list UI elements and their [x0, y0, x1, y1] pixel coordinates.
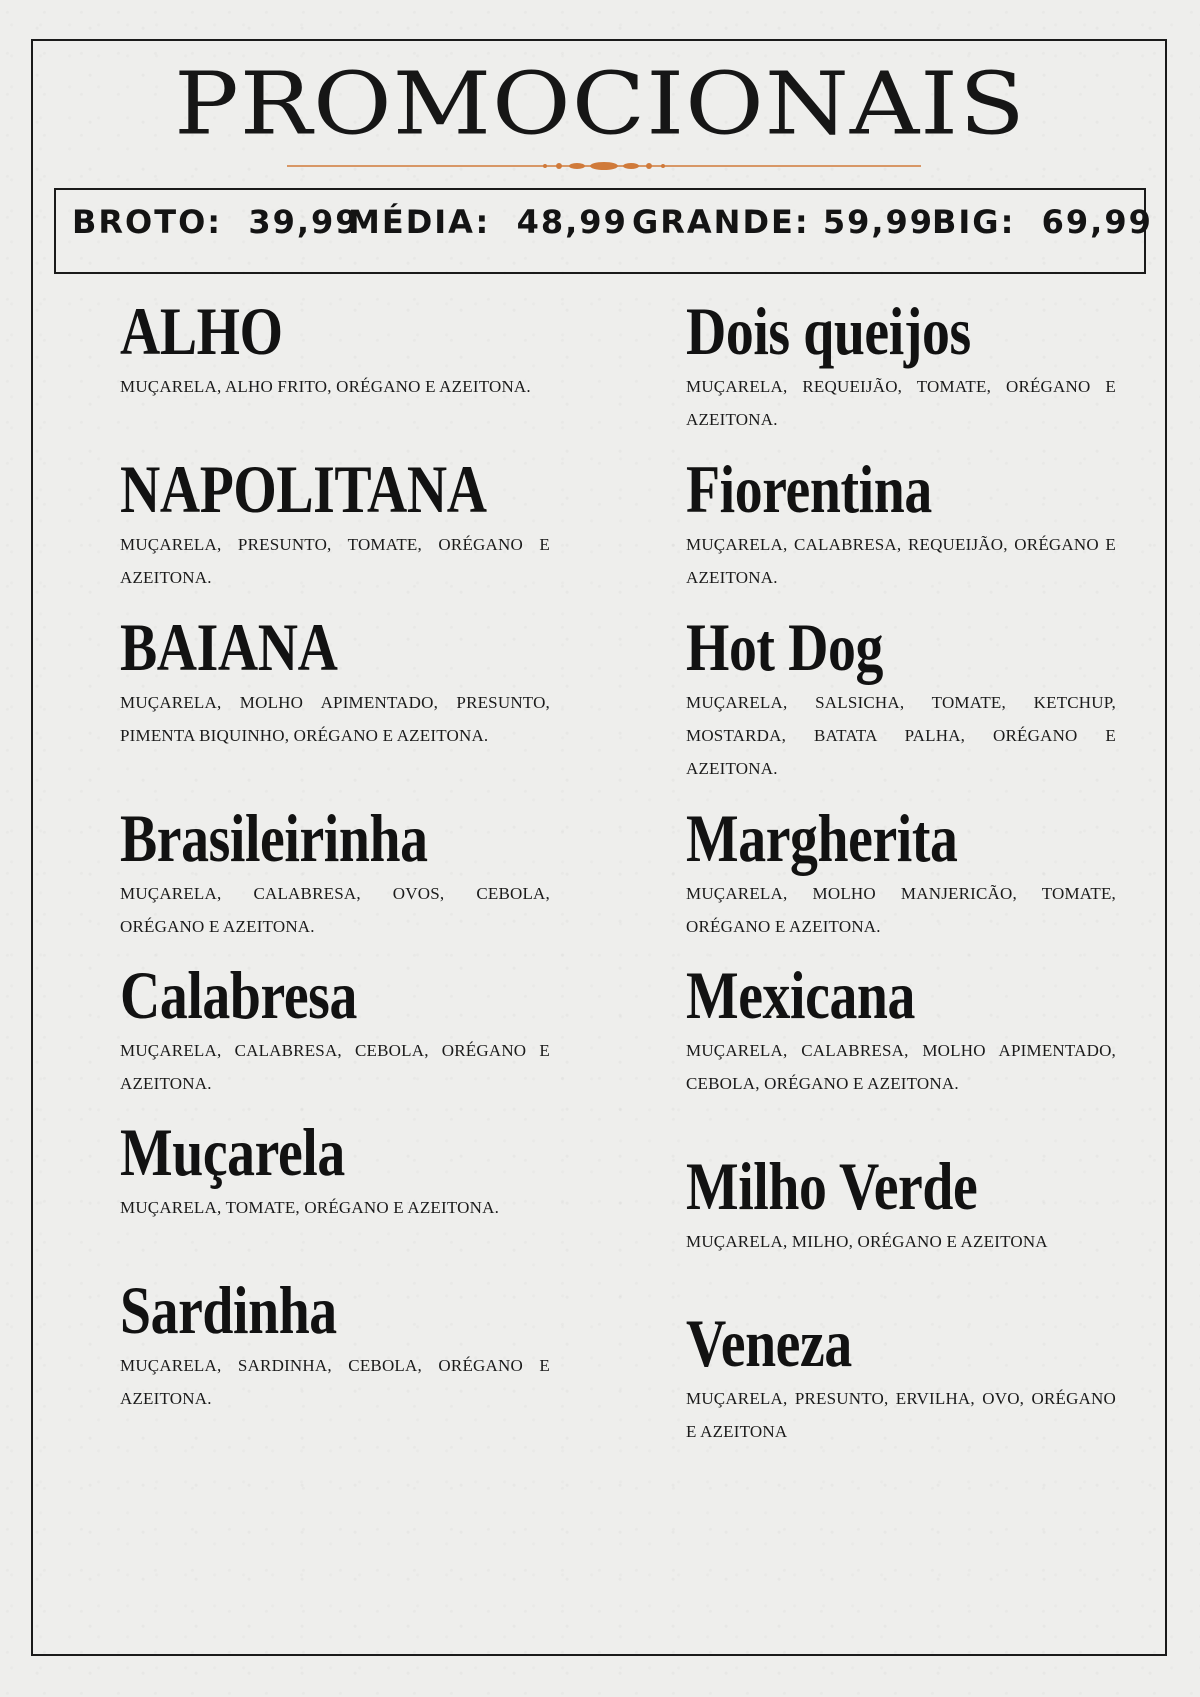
item-name: Mexicana: [686, 957, 915, 1033]
item-name: Brasileirinha: [120, 800, 428, 876]
price-label: MÉDIA:: [348, 203, 491, 241]
item-name: BAIANA: [120, 609, 338, 685]
menu-item-alho: [120, 293, 580, 403]
item-description: MUÇARELA, PRESUNTO, ERVILHA, OVO, ORÉGANO E AZEITONA: [686, 1389, 1116, 1441]
menu-item-dois-queijos: [686, 293, 1146, 436]
price-grande: [632, 202, 934, 242]
item-name: Fiorentina: [686, 451, 932, 527]
item-description: MUÇARELA, ALHO FRITO, ORÉGANO E AZEITONA.: [120, 377, 531, 396]
item-name: Veneza: [686, 1305, 852, 1381]
menu-item-mexicana: [686, 957, 1146, 1100]
item-description: MUÇARELA, MILHO, ORÉGANO E AZEITONA: [686, 1232, 1048, 1251]
price-label: GRANDE:: [632, 203, 810, 241]
price-value: 59,99: [822, 203, 935, 241]
price-label: BIG:: [932, 203, 1016, 241]
item-description: MUÇARELA, PRESUNTO, TOMATE, ORÉGANO E AZEITONA.: [120, 535, 550, 587]
menu-item-brasileirinha: [120, 800, 580, 943]
menu-item-baiana: [120, 609, 580, 752]
item-name: Calabresa: [120, 957, 357, 1033]
item-description: MUÇARELA, SALSICHA, TOMATE, KETCHUP, MOSTARDA, BATATA PALHA, ORÉGANO E AZEITONA.: [686, 693, 1116, 778]
item-description: MUÇARELA, CALABRESA, CEBOLA, ORÉGANO E AZEITONA.: [120, 1041, 550, 1093]
item-name: Milho Verde: [686, 1148, 978, 1224]
price-big: [932, 202, 1153, 242]
item-name: Dois queijos: [686, 293, 971, 369]
item-name: Hot Dog: [686, 609, 883, 685]
menu-item-veneza: [686, 1305, 1146, 1448]
menu-item-napolitana: [120, 451, 580, 594]
item-name: Muçarela: [120, 1114, 345, 1190]
menu-item-mucarela: [120, 1114, 580, 1224]
item-description: MUÇARELA, REQUEIJÃO, TOMATE, ORÉGANO E AZEITONA.: [686, 377, 1116, 429]
price-value: 48,99: [516, 203, 628, 241]
item-description: MUÇARELA, TOMATE, ORÉGANO E AZEITONA.: [120, 1198, 500, 1217]
menu-item-hot-dog: [686, 609, 1146, 785]
item-name: ALHO: [120, 293, 283, 369]
item-description: MUÇARELA, SARDINHA, CEBOLA, ORÉGANO E AZEITONA.: [120, 1356, 550, 1408]
price-media: [348, 202, 628, 242]
item-description: MUÇARELA, MOLHO APIMENTADO, PRESUNTO, PIMENTA BIQUINHO, ORÉGANO E AZEITONA.: [120, 693, 550, 745]
page-title: PROMOCIONAIS: [174, 53, 1026, 155]
item-description: MUÇARELA, CALABRESA, MOLHO APIMENTADO, CEBOLA, ORÉGANO E AZEITONA.: [686, 1041, 1116, 1093]
item-name: NAPOLITANA: [120, 451, 487, 527]
menu-item-calabresa: [120, 957, 580, 1100]
price-broto: [72, 202, 360, 242]
item-name: Margherita: [686, 800, 958, 876]
item-description: MUÇARELA, CALABRESA, REQUEIJÃO, ORÉGANO E AZEITONA.: [686, 535, 1116, 587]
price-value: 69,99: [1041, 203, 1153, 241]
price-label: BROTO:: [72, 203, 223, 241]
price-value: 39,99: [248, 203, 360, 241]
menu-item-sardinha: [120, 1272, 580, 1415]
item-description: MUÇARELA, CALABRESA, OVOS, CEBOLA, ORÉGANO E AZEITONA.: [120, 884, 550, 936]
menu-item-milho-verde: [686, 1148, 1146, 1258]
menu-item-fiorentina: [686, 451, 1146, 594]
menu-item-margherita: [686, 800, 1146, 943]
divider-ornament: [287, 158, 921, 174]
item-name: Sardinha: [120, 1272, 337, 1348]
item-description: MUÇARELA, MOLHO MANJERICÃO, TOMATE, ORÉGANO E AZEITONA.: [686, 884, 1116, 936]
